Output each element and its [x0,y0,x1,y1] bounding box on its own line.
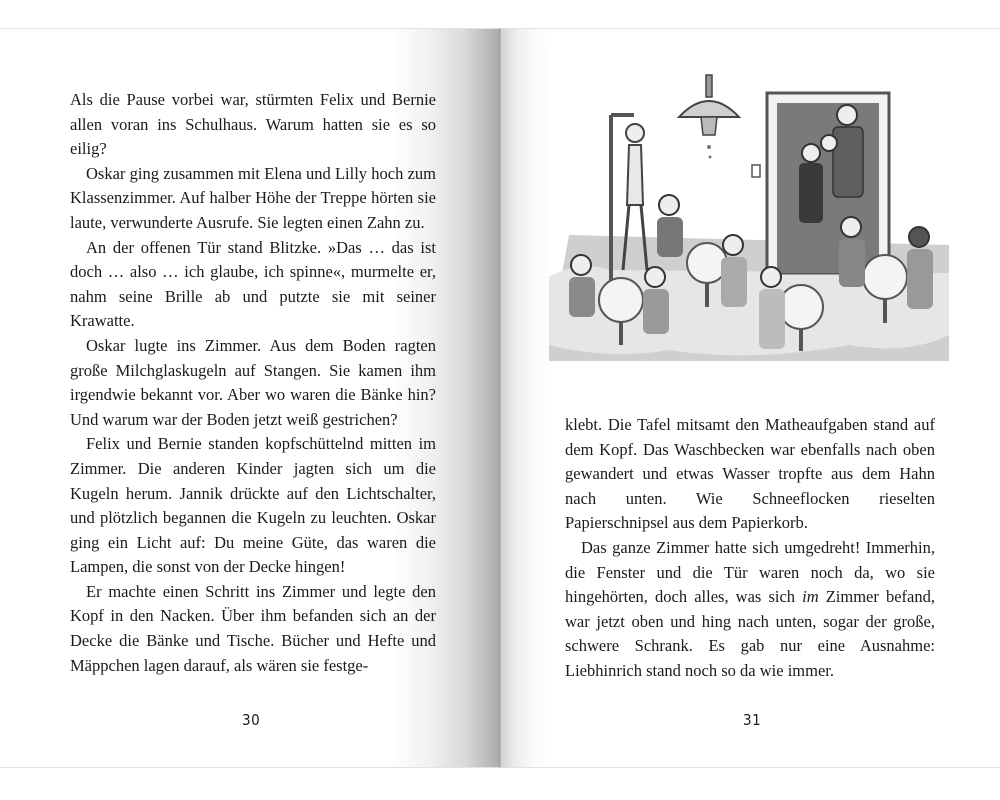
child-body [907,249,933,309]
text-run: klebt. Die Tafel mitsamt den Matheaufgaben stand auf dem Kopf. Das Waschbecken war ebenfalls nach oben gewandert und etwas Wasser tropfte aus dem Hahn nach unten. Wie Schneeflocken rieselten Papierschnipsel aus dem Papierkorb. [565,415,935,533]
globe-lamp [779,285,823,329]
skeleton-ribs [627,145,643,205]
teacher-body [833,127,863,197]
water-drop [707,145,711,149]
right-page [500,28,1000,768]
child-head [909,227,929,247]
child-body [799,163,823,223]
child-body [569,277,595,317]
child-head [723,235,743,255]
teacher-head [837,105,857,125]
paragraph: Oskar lugte ins Zimmer. Aus dem Boden ragten große Milchglaskugeln auf Stangen. Sie kamen ihm irgendwie bekannt vor. Aber wo waren die Bänke hin? Und warum war der Boden jetzt weiß gestrichen? [70,335,436,429]
text-run: Zimmer befand, war jetzt oben und hing nach unten, sogar der große, schwere Schrank. Es gab nur eine Ausnahme: Liebhinrich stand noch so da wie immer. [565,587,935,680]
paragraph: Als die Pause vorbei war, stürmten Felix und Bernie allen voran ins Schulhaus. Warum hatten sie es so eilig? [70,90,436,159]
child-body [657,217,683,257]
page-number-right: 31 [743,711,762,729]
left-page [0,28,500,768]
water-drop [709,156,712,159]
classroom-illustration [549,45,949,361]
child-body [759,289,785,349]
text-run: Das ganze Zimmer hatte sich umgedreht! Immerhin, die Fenster und die Tür waren noch da, wo sie hingehörten, doch alles, was sich [565,537,935,607]
paragraph: Felix und Bernie standen kopfschüttelnd mitten im Zimmer. Die anderen Kinder jagten sich um die Kugeln herum. Jannik drückte auf den Lichtschalter, und plötzlich begannen die Kugeln zu leuchten. Oskar ging ein Licht auf: Du meine Güte, das waren die Lampen, die sonst von der Decke hingen! [70,434,436,577]
child-head [802,144,820,162]
emphasis-text: im [802,587,819,607]
child-body [721,257,747,307]
light-switch [752,165,760,177]
book-spread [0,28,1000,768]
child-head [659,195,679,215]
paragraph [565,536,935,684]
book-gutter [499,28,501,768]
faucet-icon [701,117,717,135]
child-head [645,267,665,287]
right-page-text [565,413,935,684]
pipe [706,75,712,97]
page-number-left: 30 [242,711,261,729]
paragraph: An der offenen Tür stand Blitzke. »Das … das ist doch … also … ich glaube, ich spinne«, murmelte er, nahm seine Brille ab und putzte sie mit seiner Krawatte. [70,237,436,331]
child-head [841,217,861,237]
child-head [571,255,591,275]
child-body [839,239,865,287]
child-body [643,289,669,334]
paragraph [565,413,935,536]
child-head [761,267,781,287]
child-head [821,135,837,151]
left-page-text [70,88,436,678]
paragraph: Oskar ging zusammen mit Elena und Lilly hoch zum Klassenzimmer. Auf halber Höhe der Treppe hörten sie laute, verwunderte Ausrufe. Sie legten einen Zahn zu. [70,163,436,232]
globe-lamp [599,278,643,322]
paragraph: Er machte einen Schritt ins Zimmer und legte den Kopf in den Nacken. Über ihm befanden sich an der Decke die Bänke und Tische. Bücher und Hefte und Mäppchen lagen darauf, als wären sie festge- [70,581,436,675]
skeleton-skull-icon [626,124,644,142]
globe-lamp [863,255,907,299]
